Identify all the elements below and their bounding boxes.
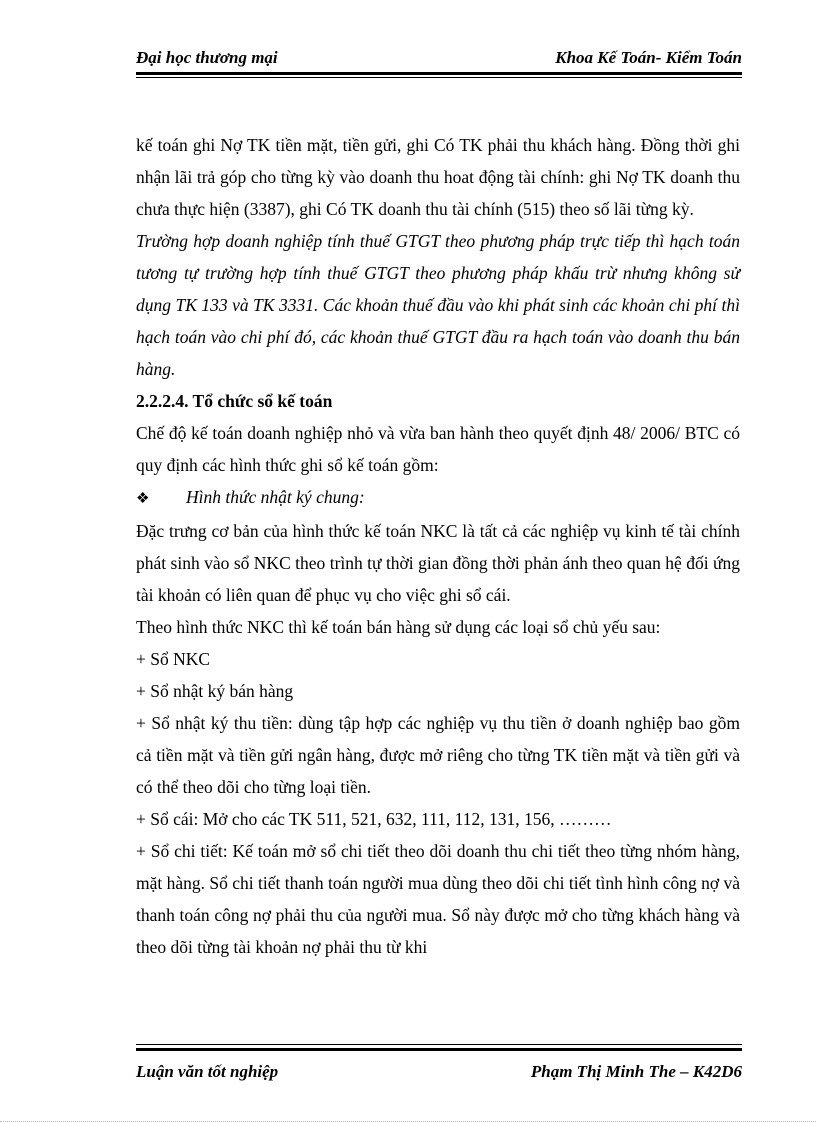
header-rule-thick xyxy=(136,72,742,75)
footer-rule-thin xyxy=(136,1044,742,1045)
list-item-1: + Sổ NKC xyxy=(136,649,211,669)
list-item-3: + Sổ nhật ký thu tiền: dùng tập hợp các nghiệp vụ thu tiền ở doanh nghiệp bao gồm cả tiền mặt và tiền gửi ngân hàng, được mở riêng cho từng TK tiền mặt và tiền gửi và có thể theo dõi cho từng loại tiền. xyxy=(136,713,740,797)
page-header xyxy=(136,48,742,74)
list-item-5: + Sổ chi tiết: Kế toán mở sổ chi tiết theo dõi doanh thu chi tiết theo từng nhóm hàng, mặt hàng. Sổ chi tiết thanh toán người mua dùng theo dõi chi tiết tình hình công nợ và thanh toán công nợ phải thu của người mua. Sổ này được mở cho từng khách hàng và theo dõi từng tài khoản nợ phải thu từ khi xyxy=(136,841,740,957)
bullet-item xyxy=(136,481,740,515)
footer-author: Phạm Thị Minh The – K42D6 xyxy=(530,1062,742,1081)
list-item-2: + Sổ nhật ký bán hàng xyxy=(136,681,294,701)
paragraph-3: Chế độ kế toán doanh nghiệp nhỏ và vừa ban hành theo quyết định 48/ 2006/ BTC có quy định các hình thức ghi sổ kế toán gồm: xyxy=(136,423,740,475)
header-rule-thin xyxy=(136,77,742,78)
paragraph-2-italic: Trường hợp doanh nghiệp tính thuế GTGT theo phương pháp trực tiếp thì hạch toán tương tự trường hợp tính thuế GTGT theo phương pháp khấu trừ nhưng không sử dụng TK 133 và TK 3331. Các khoản thuế đầu vào khi phát sinh các khoản chi phí thì hạch toán vào chi phí đó, các khoản thuế GTGT đầu ra hạch toán vào doanh thu bán hàng. xyxy=(136,231,740,379)
footer-thesis-label: Luận văn tốt nghiệp xyxy=(136,1062,279,1081)
page-bottom-border xyxy=(0,1121,816,1122)
header-faculty: Khoa Kế Toán- Kiểm Toán xyxy=(555,48,742,67)
list-item-4: + Sổ cái: Mở cho các TK 511, 521, 632, 111, 112, 131, 156, ……… xyxy=(136,809,612,829)
section-heading: 2.2.2.4. Tổ chức sổ kế toán xyxy=(136,391,333,411)
header-university: Đại học thương mại xyxy=(136,48,278,67)
paragraph-4: Đặc trưng cơ bản của hình thức kế toán NKC là tất cả các nghiệp vụ kinh tế tài chính phát sinh vào sổ NKC theo trình tự thời gian đồng thời phản ánh theo quan hệ đối ứng tài khoản có liên quan để phục vụ cho việc ghi sổ cái. xyxy=(136,521,740,605)
diamond-bullet-icon: ❖ xyxy=(136,491,150,507)
bullet-text: Hình thức nhật ký chung: xyxy=(186,487,365,507)
page-body xyxy=(136,129,740,963)
page-footer xyxy=(136,1044,742,1084)
footer-rule-thick xyxy=(136,1048,742,1051)
paragraph-5: Theo hình thức NKC thì kế toán bán hàng sử dụng các loại sổ chủ yếu sau: xyxy=(136,617,661,637)
paragraph-1: kế toán ghi Nợ TK tiền mặt, tiền gửi, ghi Có TK phải thu khách hàng. Đồng thời ghi nhận lãi trả góp cho từng kỳ vào doanh thu hoat động tài chính: ghi Nợ TK doanh thu chưa thực hiện (3387), ghi Có TK doanh thu tài chính (515) theo số lãi từng kỳ. xyxy=(136,135,740,219)
